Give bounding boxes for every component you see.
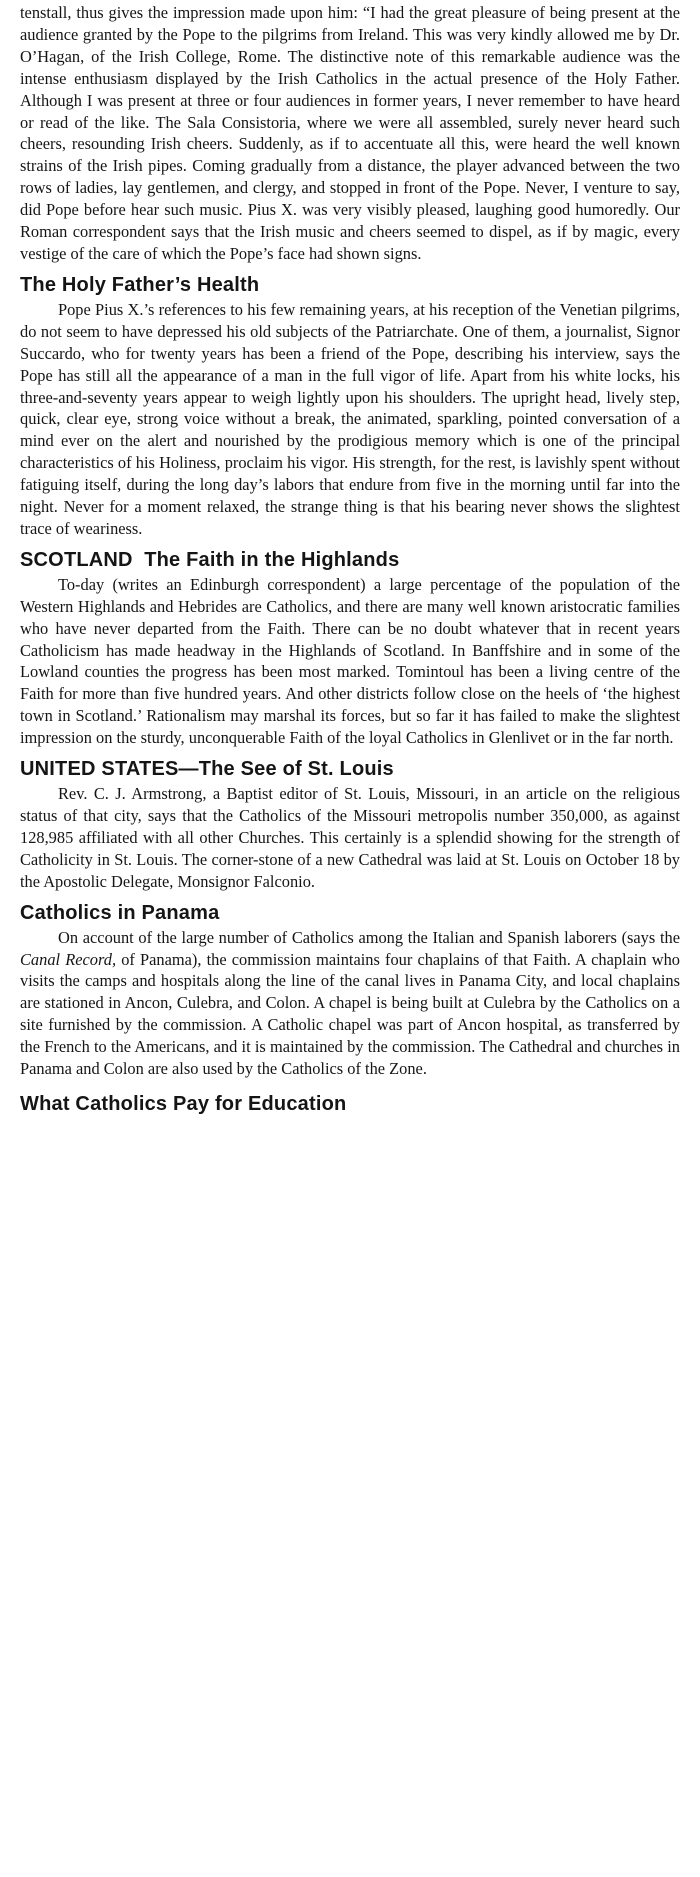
heading-united-states: UNITED STATES—The See of St. Louis xyxy=(20,758,394,781)
intro-paragraph: tenstall, thus gives the impression made upon him: “I had the great pleasure of being present at the audience granted by the Pope to the pilgrims from Ireland. This was very kindly allowed me by Dr. O’Hagan, of the Irish College, Rome. The distinctive note of this remarkable audience was the intense enthusiasm displayed by the Irish Catholics in the actual presence of the Holy Father. Although I was present at three or four audiences in former years, I never remember to have heard or read of the like. The Sala Consistoria, where we were all assembled, surely never heard such cheers, resounding Irish cheers. Suddenly, as if to accentuate all this, were heard the well known strains of the Irish pipes. Coming gradually from a distance, the player advanced between the two rows of ladies, lay gentlemen, and clergy, and stopped in front of the Pope. Never, I venture to say, did Pope before hear such music. Pius X. was very visibly pleased, laughing good humoredly. Our Roman correspondent says that the Irish music and cheers seemed to dispel, as if by magic, every vestige of the care of which the Pope’s face had shown signs. xyxy=(20,3,680,263)
heading-scotland: SCOTLAND The Faith in the Highlands xyxy=(20,548,400,571)
panama-text-before: On account of the large number of Catholics among the Italian and Spanish laborers (says the xyxy=(58,927,680,947)
paragraph-holy-father-health: Pope Pius X.’s references to his few remaining years, at his reception of the Venetian pilgrims, do not seem to have depressed his old subjects of the Patriarchate. One of them, a journalist, Signor Succardo, who for twenty years has been a friend of the Pope, describing his interview, says the Pope has still all the appearance of a man in the full vigor of life. Apart from his white locks, his three-and-seventy years appear to weigh lightly upon his shoulders. The upright head, lively step, quick, clear eye, strong voice without a break, the animated, sparkling, pointed conversation of a mind ever on the alert and nourished by the prodigious memory which is one of the principal characteristics of his Holiness, proclaim his vigor. His strength, for the rest, is lavishly spent without fatiguing itself, during the long day’s labors that endure from five in the morning until far into the night. Never for a moment relaxed, the strange thing is that his bearing never shows the slightest trace of weariness. xyxy=(20,299,680,538)
paragraph-scotland: To-day (writes an Edinburgh correspondent) a large percentage of the population of the Western Highlands and Hebrides are Catholics, and there are many well known aristocratic families who have never departed from the Faith. There can be no doubt whatever that in recent years Catholicism has made headway in the Highlands of Scotland. In Banffshire and in some of the Lowland counties the progress has been most marked. Tomintoul has been a living centre of the Faith for more than five hundred years. And other districts follow close on the heels of ‘the highest town in Scotland.’ Rationalism may marshal its forces, but so far it has failed to make the slightest impression on the sturdy, unconquerable Faith of the loyal Catholics in Glenlivet or in the far north. xyxy=(20,574,680,748)
paragraph-united-states: Rev. C. J. Armstrong, a Baptist editor of St. Louis, Missouri, in an article on the religious status of that city, says that the Catholics of the Missouri metropolis number 350,000, as against 128,985 affiliated with all other Churches. This certainly is a splendid showing for the strength of Catholicity in St. Louis. The corner-stone of a new Cathedral was laid at St. Louis on October 18 by the Apostolic Delegate, Monsignor Falconio. xyxy=(20,784,680,891)
panama-text-after: of Panama), the commission maintains four chaplains of that Faith. A chaplain who visits the camps and hospitals along the line of the canal lives in Panama City, and local chaplains are stationed in Ancon, Culebra, and Colon. A chapel is being built at Culebra by the Catholics on a site furnished by the commission. A Catholic chapel was part of Ancon hospital, as transferred by the French to the Americans, and it is maintained by the commission. The Cathedral and churches in Panama and Colon are also used by the Catholics of the Zone. xyxy=(20,949,680,1079)
heading-education: What Catholics Pay for Education xyxy=(20,1092,347,1115)
document-page xyxy=(20,2,680,1118)
heading-panama: Catholics in Panama xyxy=(20,901,220,924)
heading-holy-father-health: The Holy Father’s Health xyxy=(20,273,260,296)
paragraph-panama xyxy=(20,927,680,1080)
panama-publication-title: Canal Record, xyxy=(20,949,117,969)
